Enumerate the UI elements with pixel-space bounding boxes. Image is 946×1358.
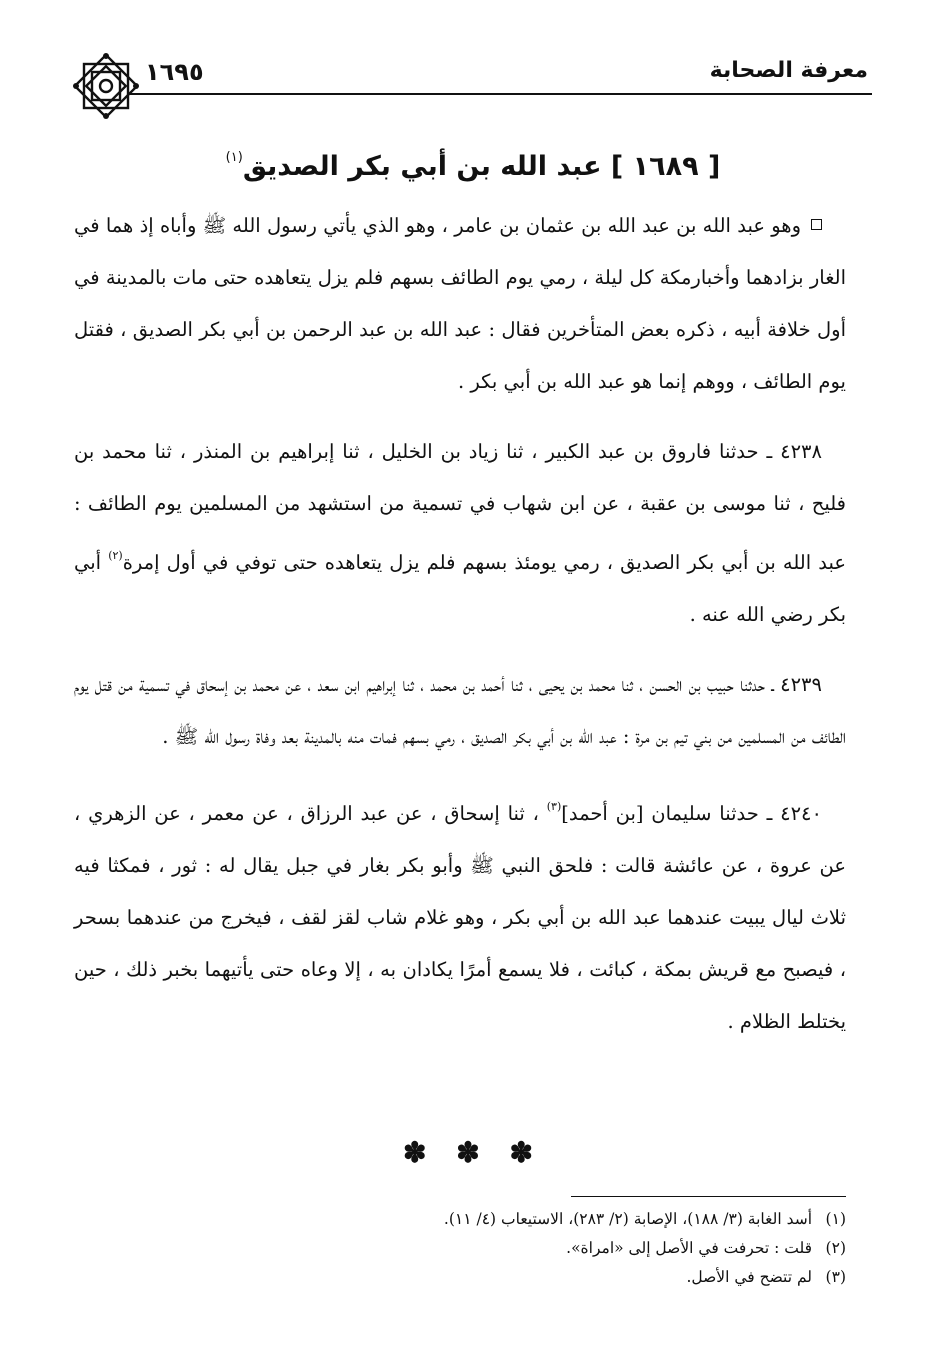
footnote-item [74,1263,846,1292]
header-rule [130,93,872,95]
footnote-item [74,1205,846,1234]
paragraph-4238 [74,426,846,641]
footnote-number: (٢) [825,1239,846,1257]
title-footnote-ref: (١) [225,150,243,165]
paragraph-4240-start: ٤٢٤٠ ـ حدثنا سليمان [بن أحمد] [561,802,822,825]
footnotes [74,1205,846,1292]
footnote-text: قلت : تحرفت في الأصل إلى «امراة». [566,1239,812,1257]
footnote-ref-3: (٣) [546,800,562,813]
entry-title [74,136,872,189]
section-separator: ✽ ✽ ✽ [403,1136,543,1169]
footnote-number: (١) [825,1210,846,1228]
page-number: ١٦٩٥ [145,58,204,86]
footnote-text: لم تتضح في الأصل. [686,1268,812,1286]
paragraph-4238-end: أبي بكر رضي الله عنه . [74,551,846,626]
paragraph-4240-text: ، ثنا إسحاق ، عن عبد الرزاق ، عن معمر ، عن الزهري ، عن عروة ، عن عائشة قالت : فلحق النبي ﷺ وأبو بكر بغار في جبل يقال له : ثور ، فمكثا فيه ثلاث ليال يبيت عندهما عبد الله بن أبي بكر ، وهو غلام شاب لقز لقف ، فيخرج من عندهما بسحر ، فيصبح مع قريش بمكة ، كبائت ، فلا يسمع أمرًا يكادان به ، إلا وعاه حتى يأتيهما بخبر ذلك ، حين يختلط الظلام . [74,802,846,1033]
square-marker-icon [811,219,822,230]
paragraph-4240 [74,781,846,1048]
main-text [74,200,846,1066]
paragraph-4239-text: ٤٢٣٩ ـ حدثنا حبيب بن الحسن ، ثنا محمد بن يحيى ، ثنا أحمد بن محمد ، ثنا إبراهيم ابن سعد ، عن محمد بن إسحاق في تسمية من قتل يوم الطائف من المسلمين من بني تيم بن مرة : عبد الله بن أبي بكر الصديق ، رمي بسهم فمات منه بالمدينة بعد وفاة رسول الله ﷺ . [74,673,846,748]
footnote-rule [571,1196,846,1197]
star-ornament-icon [70,50,142,122]
footnote-ref-2: (٢) [108,549,123,562]
paragraph-intro-text: وهو عبد الله بن عبد الله بن عثمان بن عامر ، وهو الذي يأتي رسول الله ﷺ وأباه إذ هما في الغار بزادهما وأخبارمكة كل ليلة ، رمي يوم الطائف بسهم فلم يزل يتعاهده حتى مات بالمدينة في أول خلافة أبيه ، ذكره بعض المتأخرين فقال : عبد الله بن عبد الرحمن بن أبي بكر الصديق ، فقتل يوم الطائف ، ووهم إنما هو عبد الله بن أبي بكر . [74,214,846,393]
running-title: معرفة الصحابة [709,58,868,83]
footnote-number: (٣) [825,1268,846,1286]
entry-title-text: [ ١٦٨٩ ] عبد الله بن أبي بكر الصديق [242,151,721,182]
paragraph-intro [74,200,846,408]
paragraph-4238-text: ٤٢٣٨ ـ حدثنا فاروق بن عبد الكبير ، ثنا زياد بن الخليل ، ثنا إبراهيم بن المنذر ، ثنا محمد بن فليح ، ثنا موسى بن عقبة ، عن ابن شهاب في تسمية من استشهد من المسلمين يوم الطائف : عبد الله بن أبي بكر الصديق ، رمي يومئذ بسهم فلم يزل يتعاهده حتى توفي في أول إمرة [74,440,846,574]
footnote-text: أسد الغابة (٣/ ١٨٨)، الإصابة (٢/ ٢٨٣)، الاستيعاب (٤/ ١١). [443,1210,812,1228]
footnote-item [74,1234,846,1263]
paragraph-4239 [74,659,846,763]
